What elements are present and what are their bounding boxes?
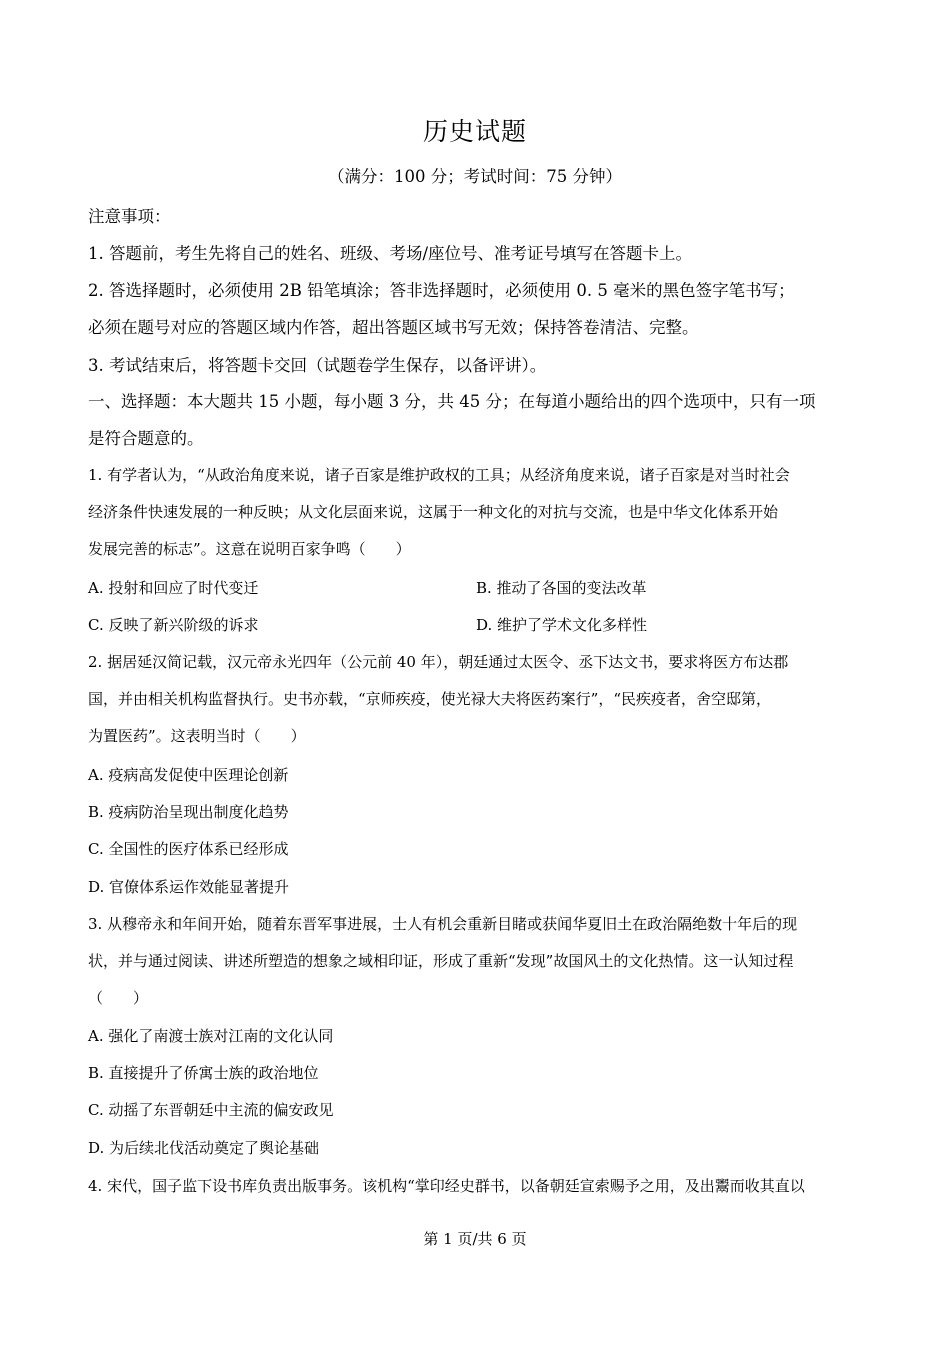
question-1-text: 发展完善的标志”。这意在说明百家争鸣（ ） (88, 540, 411, 558)
question-1-option-b: B. 推动了各国的变法改革 (476, 579, 647, 597)
exam-info: （满分：100 分；考试时间：75 分钟） (328, 167, 622, 186)
question-3-option-c: C. 动摇了东晋朝廷中主流的偏安政见 (88, 1101, 334, 1119)
question-2-text: 2. 据居延汉简记载，汉元帝永光四年（公元前 40 年），朝廷通过太医令、丞下达文书，要求将医方布达郡 (88, 653, 789, 671)
question-1-text: 经济条件快速发展的一种反映；从文化层面来说，这属于一种文化的对抗与交流，也是中华文化体系开始 (88, 503, 779, 521)
question-1-option-a: A. 投射和回应了时代变迁 (88, 579, 259, 597)
question-4-text: 4. 宋代，国子监下设书库负责出版事务。该机构“掌印经史群书，以备朝廷宣索赐予之用，及出鬻而收其直以 (88, 1177, 805, 1195)
question-3-option-b: B. 直接提升了侨寓士族的政治地位 (88, 1064, 319, 1082)
question-2-option-a: A. 疫病高发促使中医理论创新 (88, 766, 289, 784)
question-3-text: 状，并与通过阅读、讲述所塑造的想象之域相印证，形成了重新“发现”故国风土的文化热情。这一认知过程 (88, 952, 794, 970)
notice-item: 2. 答选择题时，必须使用 2B 铅笔填涂；答非选择题时，必须使用 0. 5 毫米的黑色签字笔书写； (88, 281, 795, 300)
question-2-text: 为置医药”。这表明当时（ ） (88, 727, 306, 745)
question-3-option-a: A. 强化了南渡士族对江南的文化认同 (88, 1027, 334, 1045)
question-2-option-c: C. 全国性的医疗体系已经形成 (88, 840, 289, 858)
question-3-text: 3. 从穆帝永和年间开始，随着东晋军事进展，士人有机会重新目睹或获闻华夏旧土在政治隔绝数十年后的现 (88, 915, 798, 933)
notice-item: 3. 考试结束后，将答题卡交回（试题卷学生保存，以备评讲）。 (88, 356, 547, 375)
page-title: 历史试题 (422, 117, 527, 146)
question-2-option-b: B. 疫病防治呈现出制度化趋势 (88, 803, 289, 821)
section-instruction-cont: 是符合题意的。 (88, 429, 204, 448)
question-1-text: 1. 有学者认为，“从政治角度来说，诸子百家是维护政权的工具；从经济角度来说，诸子百家是对当时社会 (88, 466, 790, 484)
section-instruction: 一、选择题：本大题共 15 小题，每小题 3 分，共 45 分；在每道小题给出的四个选项中，只有一项 (88, 392, 816, 411)
question-2-text: 国，并由相关机构监督执行。史书亦载，“京师疾疫，使光禄大夫将医药案行”，“民疾疫者，舍空邸第， (88, 690, 772, 708)
question-1-option-c: C. 反映了新兴阶级的诉求 (88, 616, 259, 634)
question-2-option-d: D. 官僚体系运作效能显著提升 (88, 878, 290, 896)
notice-item: 1. 答题前，考生先将自己的姓名、班级、考场/座位号、准考证号填写在答题卡上。 (88, 244, 693, 263)
notice-heading: 注意事项： (88, 207, 171, 226)
question-3-text: （ ） (88, 989, 149, 1007)
notice-item: 必须在题号对应的答题区域内作答，超出答题区域书写无效；保持答卷清洁、完整。 (88, 318, 699, 337)
question-1-option-d: D. 维护了学术文化多样性 (476, 616, 648, 634)
question-3-option-d: D. 为后续北伐活动奠定了舆论基础 (88, 1139, 320, 1157)
page-number: 第 1 页/共 6 页 (423, 1230, 527, 1248)
